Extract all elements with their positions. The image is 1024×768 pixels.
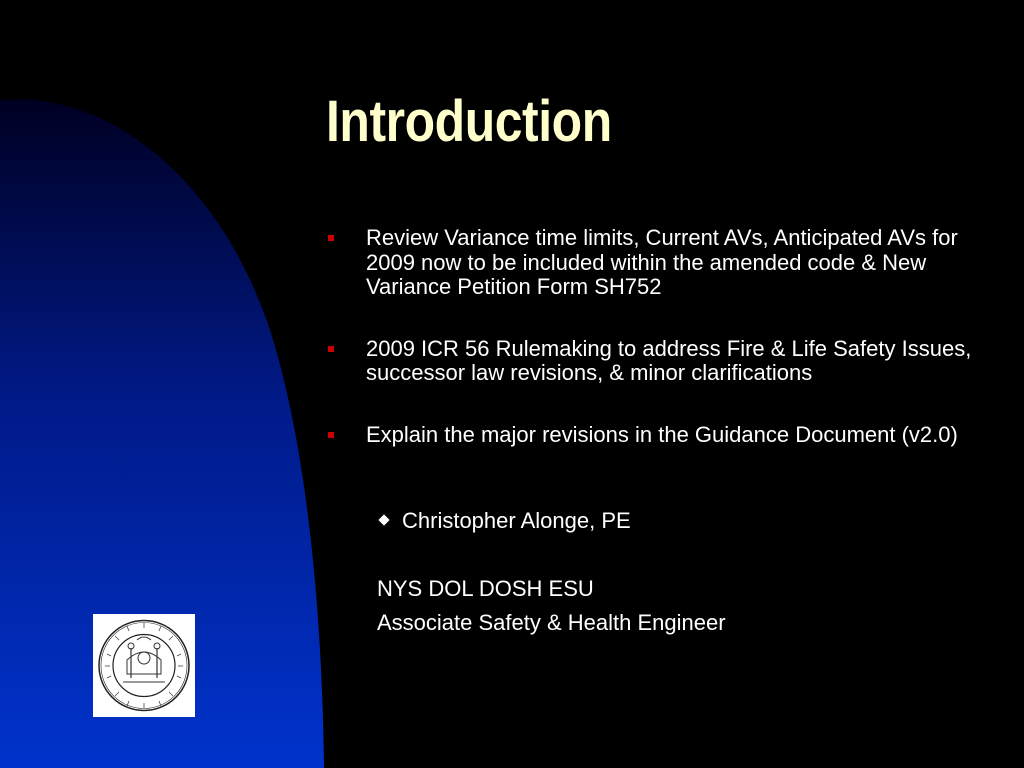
bullet-item bbox=[326, 337, 996, 386]
bullet-item bbox=[326, 423, 996, 448]
diamond-bullet-icon bbox=[378, 515, 389, 526]
bullet-item bbox=[326, 226, 996, 300]
bullet-square-icon bbox=[328, 346, 334, 352]
affiliation-line: Associate Safety & Health Engineer bbox=[377, 610, 726, 635]
bullet-square-icon bbox=[328, 235, 334, 241]
presenter-name: Christopher Alonge, PE bbox=[402, 508, 631, 533]
presenter-line bbox=[380, 508, 631, 534]
slide-title: Introduction bbox=[326, 89, 612, 154]
bullet-square-icon bbox=[328, 432, 334, 438]
seal-emblem-icon bbox=[93, 614, 195, 717]
bullet-list bbox=[326, 226, 996, 484]
bullet-text: 2009 ICR 56 Rulemaking to address Fire & Life Safety Issues, successor law revisions, & minor clarifications bbox=[366, 335, 972, 385]
nys-dol-seal-logo bbox=[93, 614, 195, 717]
bullet-text: Explain the major revisions in the Guidance Document (v2.0) bbox=[366, 421, 958, 447]
bullet-text: Review Variance time limits, Current AVs, Anticipated AVs for 2009 now to be included within the amended code & New Variance Petition Form SH752 bbox=[366, 225, 958, 299]
affiliation-line: NYS DOL DOSH ESU bbox=[377, 576, 594, 601]
affiliation bbox=[377, 572, 726, 640]
